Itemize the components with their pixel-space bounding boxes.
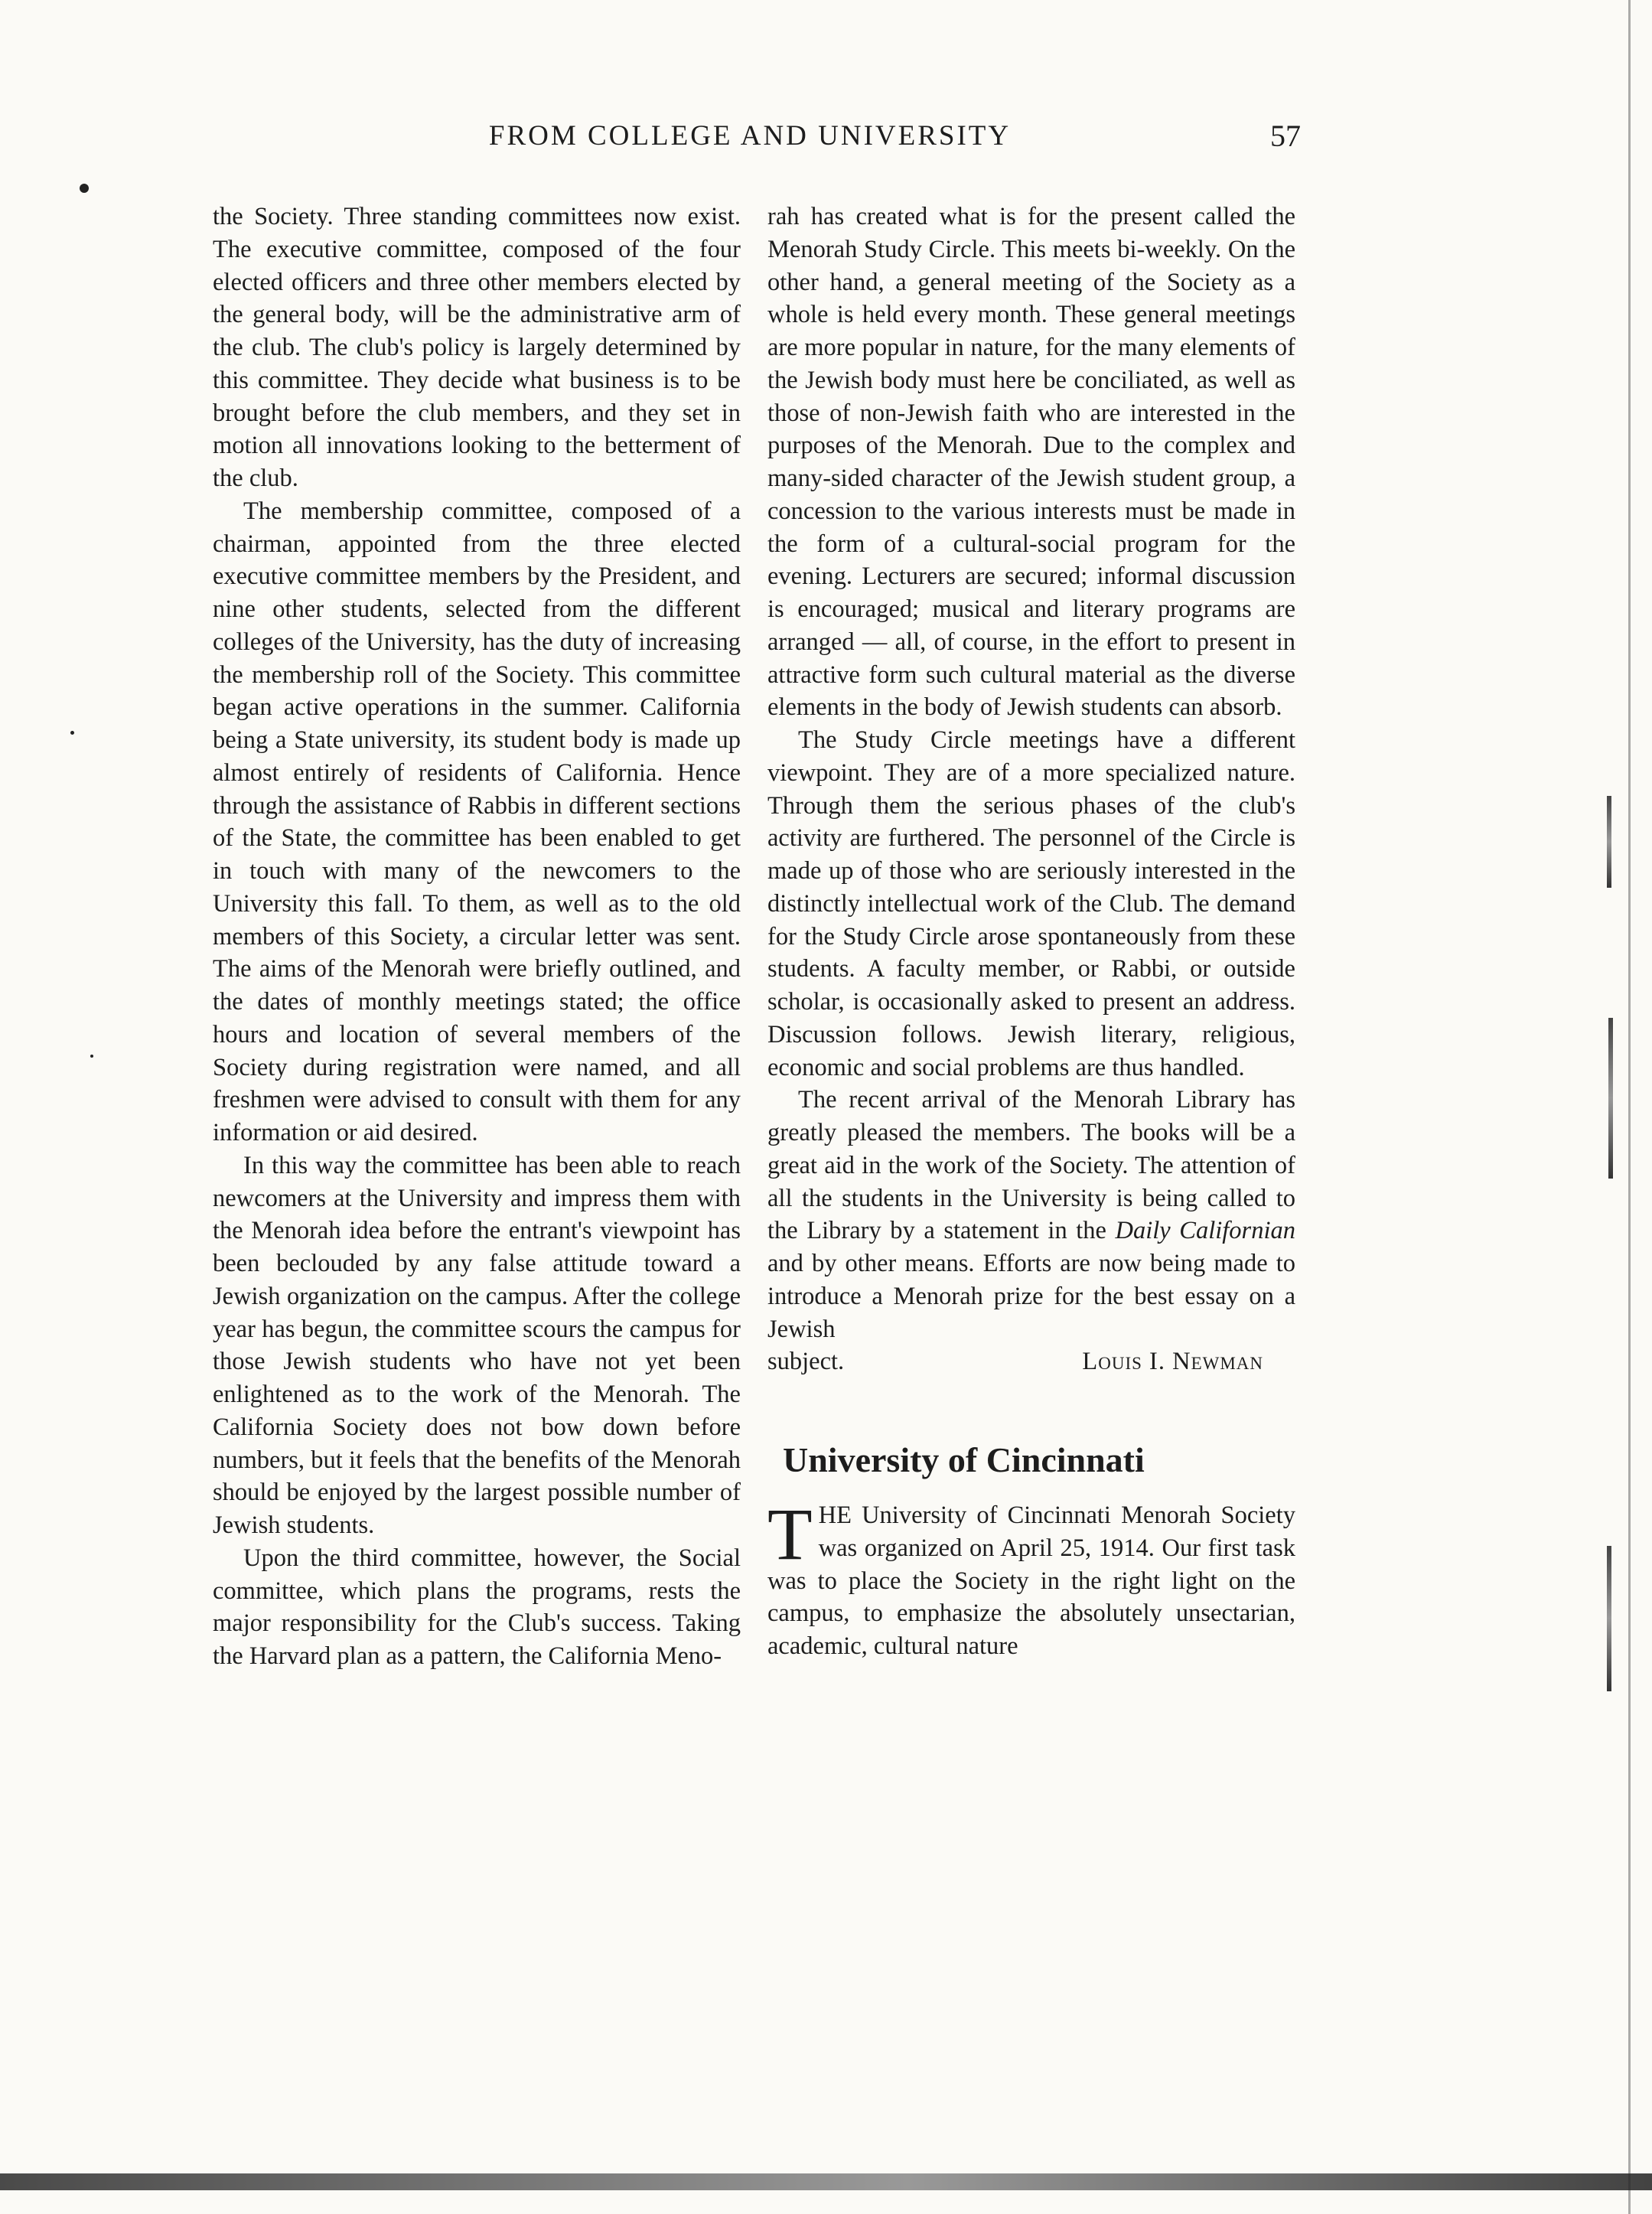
newspaper-title: Daily Californian [1115,1217,1295,1245]
signature-line [767,1345,1295,1378]
cincinnati-text: HE University of Cincinnati Menorah Society was organized on April 25, 1914. Our first task was to place the Society in the right light on the campus, to emphasize the absolutely unsectarian, academic, cultural nature [767,1502,1295,1660]
left-paragraph-4: Upon the third committee, however, the Social committee, which plans the programs, rests the major responsibility for the Club's success. Taking the Harvard plan as a pattern, the California Meno- [213,1544,741,1670]
left-paragraph-3: In this way the committee has been able to reach newcomers at the University and impress them with the Menorah idea before the entrant's viewpoint has been beclouded by any false attitude toward a Jewish organization on the campus. After the college year has begun, the committee scours the campus for those Jewish students who have not yet been enlightened as to the work of the Menorah. The California Society does not bow down before numbers, but it feels that the benefits of the Menorah should be enjoyed by the largest possible number of Jewish students. [213,1151,741,1539]
left-column [213,201,741,1673]
scan-bottom-edge [0,2173,1652,2190]
library-text-after: and by other means. Efforts are now being made to introduce a Menorah prize for the best essay on a Jewish [767,1250,1295,1343]
library-paragraph [767,1084,1295,1345]
drop-cap: T [767,1493,813,1575]
library-text-before: The recent arrival of the Menorah Library has greatly pleased the members. The books will be a great aid in the work of the Society. The attention of all the students in the University is being called to the Library by a statement in the [767,1086,1295,1245]
right-paragraph-2: The Study Circle meetings have a different viewpoint. They are of a more specialized nature. Through them the serious phases of the club's activity are furthered. The personnel of the Circle is made up of those who are seriously interested in the distinctly intellectual work of the Club. The demand for the Study Circle arose spontaneously from these students. A faculty member, or Rabbi, or outside scholar, is occasionally asked to present an address. Discussion follows. Jewish literary, religious, economic and social problems are thus handled. [767,726,1295,1081]
scan-speck [90,1055,93,1058]
scan-speck [70,731,74,735]
cincinnati-paragraph [767,1493,1295,1663]
scan-edge-mark [1607,796,1611,888]
scan-edge-mark [1607,1546,1611,1691]
signature-last-word: subject. [767,1348,845,1376]
author-signature: Louis I. Newman [1082,1348,1263,1376]
left-paragraph-1: the Society. Three standing committees now exist. The executive committee, composed of the four elected officers and three other members elected by the general body, will be the administrative arm of the club. The club's policy is largely determined by this committee. They decide what business is to be brought before the club members, and they set in motion all innovations looking to the betterment of the club. [213,203,741,492]
section-heading: University of Cincinnati [783,1440,1145,1479]
right-paragraph-1: rah has created what is for the present called the Menorah Study Circle. This meets bi-weekly. On the other hand, a general meeting of the Society as a whole is held every month. These general meetings are more popular in nature, for the many elements of the Jewish body must here be conciliated, as well as those of non-Jewish faith who are interested in the purposes of the Menorah. Due to the complex and many-sided character of the Jewish student group, a concession to the various interests must be made in the form of a cultural-social program for the evening. Lecturers are secured; informal discussion is encouraged; musical and literary programs are arranged — all, of course, in the effort to present in attractive form such cultural material as the diverse elements in the body of Jewish students can absorb. [767,203,1295,722]
scan-right-edge [1628,0,1631,2214]
page-number: 57 [1270,119,1301,153]
left-paragraph-2: The membership committee, composed of a chairman, appointed from the three elected executive committee members by the President, and nine other students, selected from the different colleges of the University, has the duty of increasing the membership roll of the Society. This committee began active operations in the summer. California being a State university, its student body is made up almost entirely of residents of California. Hence through the assistance of Rabbis in different sections of the State, the committee has been enabled to get in touch with many of the newcomers to the University this fall. To them, as well as to the old members of this Society, a circular letter was sent. The aims of the Menorah were briefly outlined, and the dates of monthly meetings stated; the office hours and location of several members of the Society during registration were named, and all freshmen were advised to consult with them for any information or aid desired. [213,497,741,1146]
right-column [767,201,1295,1663]
running-head: FROM COLLEGE AND UNIVERSITY [488,120,1012,152]
scan-speck [80,184,89,193]
scan-edge-mark [1608,1018,1613,1179]
